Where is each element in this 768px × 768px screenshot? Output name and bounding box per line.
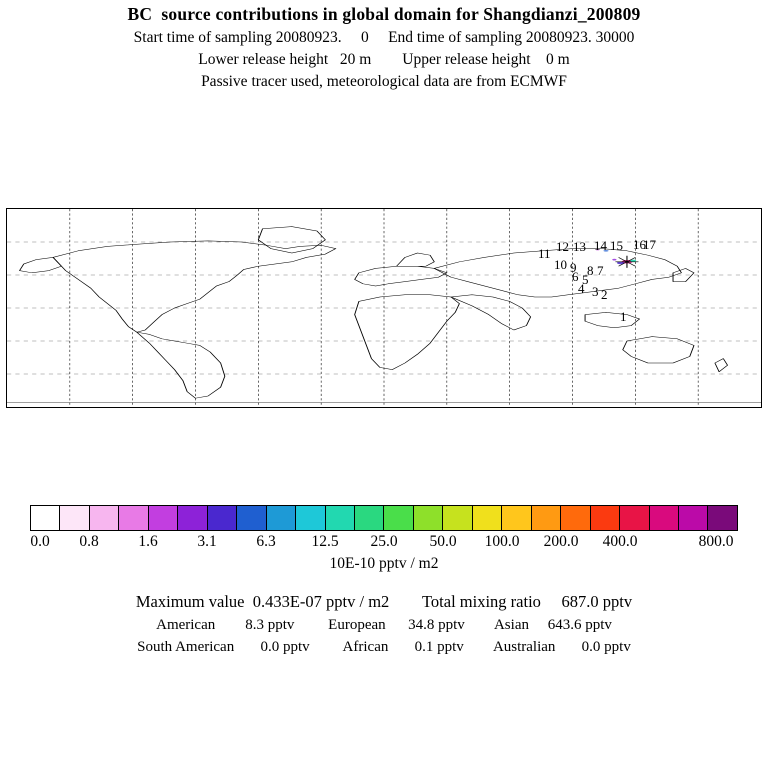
- colorbar-panel: [30, 505, 738, 573]
- colorbar-tick-label: 200.0: [543, 533, 579, 550]
- traj-label-10: 10: [554, 257, 567, 272]
- colorbar-tick-label: 400.0: [602, 533, 638, 550]
- page-title: BC source contributions in global domain for Shangdianzi_200809: [127, 4, 641, 24]
- traj-label-3: 3: [592, 284, 599, 299]
- traj-label-2: 2: [601, 287, 608, 302]
- colorbar-segment: [679, 506, 708, 530]
- traj-label-11: 11: [538, 246, 551, 261]
- traj-label-1: 1: [620, 309, 627, 324]
- map-panel: [6, 208, 762, 408]
- colorbar-segment: [443, 506, 472, 530]
- colorbar-segment: [708, 506, 736, 530]
- colorbar-tick-label: 25.0: [370, 533, 398, 550]
- colorbar-segment: [473, 506, 502, 530]
- colorbar-segment: [561, 506, 590, 530]
- traj-label-6: 6: [572, 269, 579, 284]
- traj-label-17: 17: [643, 237, 656, 252]
- traj-label-5: 5: [582, 272, 589, 287]
- colorbar-tick-label: 0.8: [79, 533, 99, 550]
- colorbar-segment: [620, 506, 649, 530]
- traj-label-13: 13: [573, 239, 586, 254]
- traj-label-9: 9: [570, 260, 577, 275]
- colorbar-segment: [502, 506, 531, 530]
- colorbar-tick-label: 6.3: [256, 533, 276, 550]
- colorbar-tick-label: 50.0: [429, 533, 457, 550]
- region-contrib-line-2: South American 0.0 pptv African 0.1 pptv Australian 0.0 pptv: [137, 639, 631, 655]
- colorbar-segment: [591, 506, 620, 530]
- colorbar: [30, 505, 738, 531]
- receptor-marker: [615, 256, 638, 268]
- region-contrib-line-1: American 8.3 pptv European 34.8 pptv Asian 643.6 pptv: [156, 617, 612, 633]
- traj-label-12: 12: [556, 239, 569, 254]
- max-total-line: Maximum value 0.433E-07 pptv / m2 Total mixing ratio 687.0 pptv: [135, 592, 633, 611]
- colorbar-tick-label: 100.0: [484, 533, 520, 550]
- colorbar-tick-label: 12.5: [311, 533, 339, 550]
- traj-label-14: 14: [594, 238, 607, 253]
- colorbar-tick-label: 1.6: [138, 533, 158, 550]
- colorbar-segment: [60, 506, 89, 530]
- colorbar-segment: [326, 506, 355, 530]
- traj-label-16: 16: [633, 237, 646, 252]
- map-frame: [6, 208, 762, 408]
- colorbar-tick-label: 800.0: [698, 533, 734, 550]
- colorbar-segment: [650, 506, 679, 530]
- colorbar-segment: [384, 506, 413, 530]
- colorbar-segment: [119, 506, 148, 530]
- colorbar-segment: [532, 506, 561, 530]
- statistics-block: [0, 592, 768, 656]
- colorbar-segment: [208, 506, 237, 530]
- colorbar-segment: [237, 506, 266, 530]
- colorbar-segment: [178, 506, 207, 530]
- colorbar-tick-label: 0.0: [30, 533, 50, 550]
- colorbar-segment: [31, 506, 60, 530]
- colorbar-units-label: 10E-10 pptv / m2: [329, 555, 439, 572]
- colorbar-segment: [296, 506, 325, 530]
- traj-label-7: 7: [597, 263, 604, 278]
- sampling-time-line: Start time of sampling 20080923. 0 End time of sampling 20080923. 30000: [133, 29, 635, 46]
- header-block: [0, 0, 768, 91]
- traj-label-4: 4: [578, 281, 585, 296]
- colorbar-segment: [90, 506, 119, 530]
- colorbar-tick-label: 3.1: [197, 533, 217, 550]
- release-height-line: Lower release height 20 m Upper release height 0 m: [198, 51, 570, 68]
- colorbar-ticks: [30, 533, 738, 553]
- tracer-meteo-line: Passive tracer used, meteorological data are from ECMWF: [201, 73, 567, 90]
- colorbar-segment: [149, 506, 178, 530]
- colorbar-segment: [267, 506, 296, 530]
- colorbar-segment: [414, 506, 443, 530]
- traj-label-15: 15: [610, 238, 623, 253]
- traj-label-8: 8: [587, 263, 594, 278]
- colorbar-segment: [355, 506, 384, 530]
